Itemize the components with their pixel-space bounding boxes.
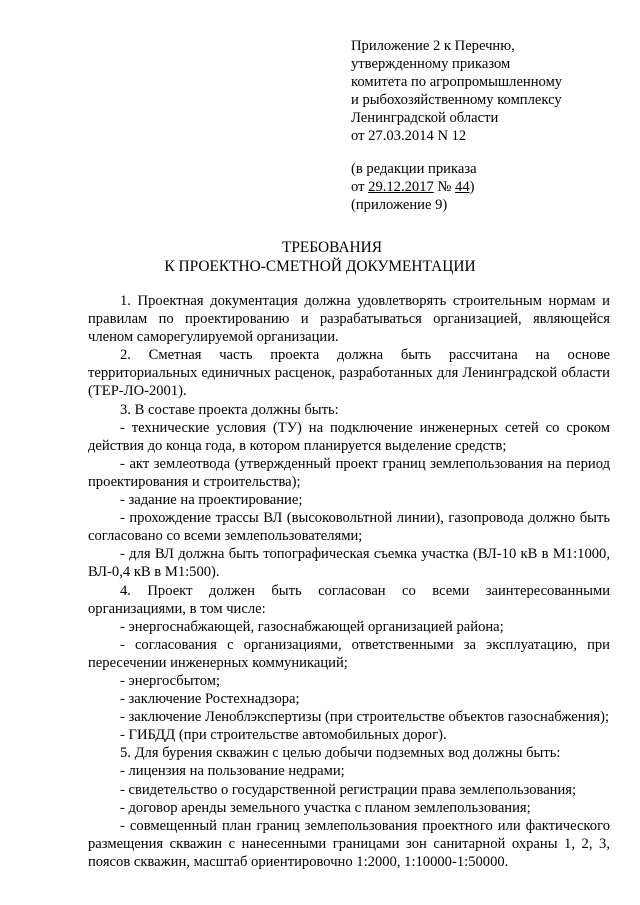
- appendix-line: комитета по агропромышленному: [351, 74, 563, 91]
- list-item: - заключение Леноблэкспертизы (при строительстве объектов газоснабжения);: [120, 709, 610, 726]
- list-item: - согласования с организациями, ответственными за эксплуатацию, при пересечении инженерных коммуникаций;: [88, 636, 610, 671]
- list-item: - прохождение трассы ВЛ (высоковольтной линии), газопровода должно быть согласовано со всеми землепользователями;: [88, 510, 610, 545]
- list-item: - договор аренды земельного участка с планом землепользования;: [120, 799, 531, 816]
- appendix-spacer: [351, 146, 621, 160]
- paragraph: 2. Сметная часть проекта должна быть рассчитана на основе территориальных единичных расценок, разработанных для Ленинградской области (ТЕР-ЛО-2001).: [88, 347, 610, 400]
- list-item: - для ВЛ должна быть топографическая съемка участка (ВЛ-10 кВ в М1:1000, ВЛ-0,4 кВ в М1:500).: [88, 546, 610, 581]
- edition-from: от: [351, 178, 369, 195]
- appendix-line: Ленинградской области: [351, 110, 499, 127]
- list-item: - энергоснабжающей, газоснабжающей организацией района;: [120, 618, 504, 635]
- edition-number-link[interactable]: 44: [455, 178, 470, 195]
- list-item: - задание на проектирование;: [120, 492, 303, 509]
- list-item: - акт землеотвода (утвержденный проект границ землепользования на период проектирования и строительства);: [88, 455, 610, 490]
- list-item: - энергосбытом;: [120, 672, 221, 689]
- edition-close: ): [469, 178, 475, 195]
- list-item: - свидетельство о государственной регистрации права землепользования;: [120, 781, 577, 798]
- list-item: - ГИБДД (при строительстве автомобильных дорог).: [120, 727, 447, 744]
- list-item: - технические условия (ТУ) на подключение инженерных сетей со сроком действия до конца года, в котором планируется выделение средств;: [88, 419, 610, 454]
- document-title: [0, 238, 640, 276]
- title-line-2: К ПРОЕКТНО-СМЕТНОЙ ДОКУМЕНТАЦИИ: [164, 258, 476, 275]
- paragraph: 1. Проектная документация должна удовлетворять строительным нормам и правилам по проектированию и разрабатываться организацией, являющейся членом саморегулируемой организации.: [88, 293, 610, 346]
- appendix-line: и рыбохозяйственному комплексу: [351, 92, 562, 109]
- paragraph: 4. Проект должен быть согласован со всеми заинтересованными организациями, в том числе:: [88, 582, 610, 617]
- edition-date-link[interactable]: 29.12.2017: [368, 178, 434, 195]
- list-item: - лицензия на пользование недрами;: [120, 763, 345, 780]
- paragraph: 5. Для бурения скважин с целью добычи подземных вод должны быть:: [120, 745, 561, 762]
- appendix-line: утвержденному приказом: [351, 56, 511, 73]
- appendix-line: от 27.03.2014 N 12: [351, 128, 467, 145]
- title-line-1: ТРЕБОВАНИЯ: [281, 239, 383, 256]
- edition-number-sign: №: [433, 178, 456, 195]
- edition-reference: [351, 178, 621, 196]
- paragraph: 3. В составе проекта должны быть:: [120, 401, 339, 418]
- edition-note: (в редакции приказа: [351, 160, 477, 177]
- list-item: - совмещенный план границ землепользования проектного или фактического размещения скважин с нанесенными границами зон санитарной охраны 1, 2, 3, поясов скважин, масштаб ориентировочно 1:2000, 1:10000-1:50000.: [88, 817, 610, 870]
- document-body: [88, 292, 610, 871]
- list-item: - заключение Ростехнадзора;: [120, 691, 300, 708]
- edition-annex: (приложение 9): [351, 196, 448, 213]
- appendix-line: Приложение 2 к Перечню,: [351, 38, 515, 54]
- appendix-header: [351, 37, 621, 214]
